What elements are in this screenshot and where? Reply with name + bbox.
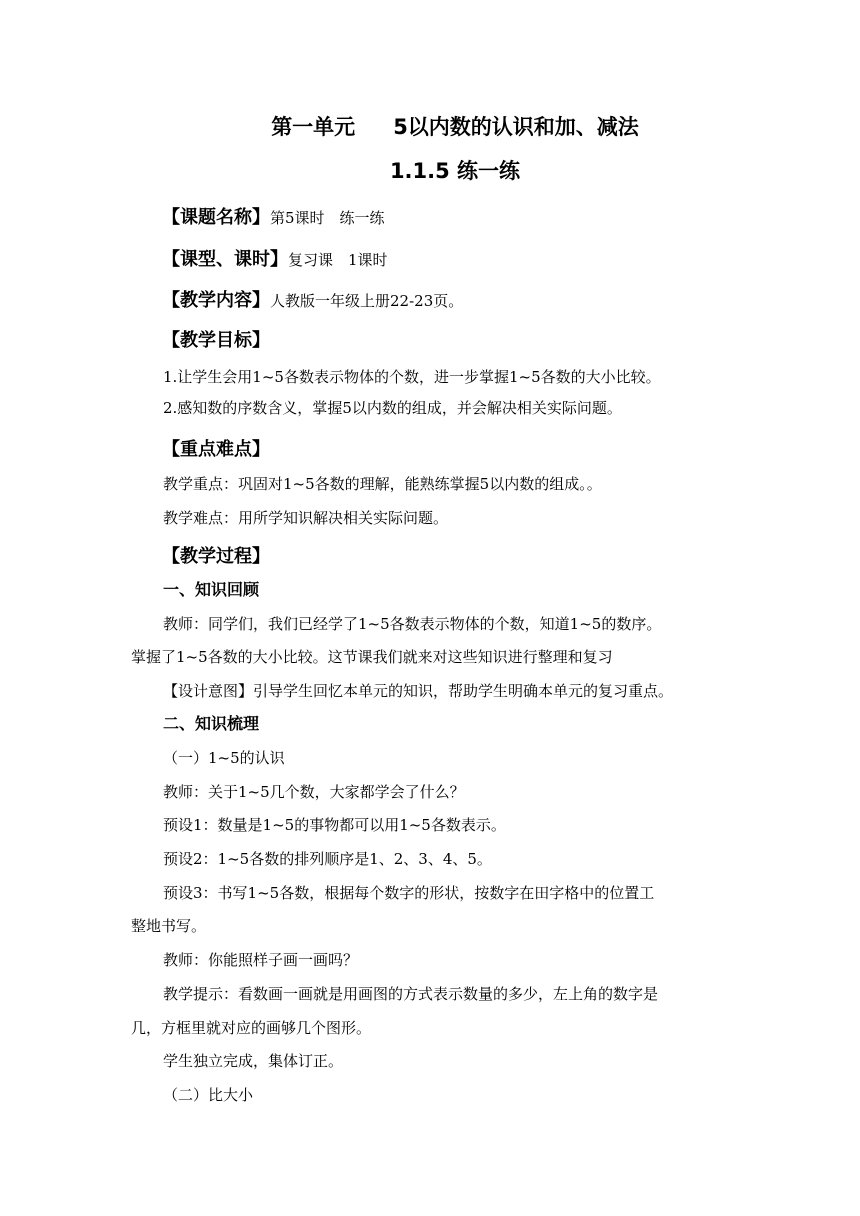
- meta-content: [162, 289, 463, 313]
- paragraph-line: 教师：同学们，我们已经学了1~5各数表示物体的个数，知道1~5的数序。: [163, 615, 662, 633]
- meta-course-type: [162, 248, 388, 272]
- process-heading: 【教学过程】: [162, 546, 270, 567]
- paragraph-line: 预设1：数量是1~5的事物都可以用1~5各数表示。: [163, 816, 506, 834]
- paragraph-line: 预设3：书写1~5各数，根据每个数字的形状，按数字在田字格中的位置工: [163, 884, 655, 902]
- paragraph-line: 学生独立完成，集体订正。: [163, 1052, 344, 1070]
- meta-value: 复习课 1课时: [288, 251, 388, 269]
- objective-item: 1.让学生会用1~5各数表示物体的个数，进一步掌握1~5各数的大小比较。: [163, 368, 661, 386]
- meta-value: 第5课时 练一练: [270, 209, 385, 227]
- difficulty-text: 教学难点：用所学知识解决相关实际问题。: [163, 509, 449, 527]
- meta-value: 人教版一年级上册22-23页。: [270, 292, 464, 310]
- subsection-title: （二）比大小: [163, 1086, 254, 1104]
- unit-label: 第一单元: [271, 115, 356, 139]
- section-title-organize: 二、知识梳理: [163, 714, 260, 733]
- objectives-heading: 【教学目标】: [162, 330, 270, 351]
- section-title-review: 一、知识回顾: [163, 580, 260, 599]
- paragraph-line: 掌握了1~5各数的大小比较。这节课我们就来对这些知识进行整理和复习: [131, 648, 613, 666]
- paragraph-line: 教师：关于1~5几个数，大家都学会了什么？: [163, 783, 465, 801]
- meta-label: 【课型、课时】: [162, 249, 288, 270]
- paragraph-line: 教师：你能照样子画一画吗？: [163, 951, 359, 969]
- meta-course-name: [162, 206, 385, 230]
- lesson-title: 1.1.5 练一练: [389, 159, 521, 183]
- objective-item: 2.感知数的序数含义，掌握5以内数的组成，并会解决相关实际问题。: [163, 399, 622, 417]
- paragraph-line: 教学提示：看数画一画就是用画图的方式表示数量的多少，左上角的数字是: [163, 985, 659, 1003]
- paragraph-line: 几，方框里就对应的画够几个图形。: [131, 1019, 372, 1037]
- unit-title: [25, 112, 860, 142]
- key-points-heading: 【重点难点】: [162, 439, 270, 460]
- paragraph-line: 整地书写。: [131, 917, 207, 935]
- design-intent: 【设计意图】引导学生回忆本单元的知识，帮助学生明确本单元的复习重点。: [163, 682, 674, 700]
- meta-label: 【课题名称】: [162, 207, 270, 228]
- subsection-title: （一）1~5的认识: [163, 749, 285, 767]
- meta-label: 【教学内容】: [162, 290, 270, 311]
- paragraph-line: 预设2：1~5各数的排列顺序是1、2、3、4、5。: [163, 850, 492, 868]
- unit-topic: 5以内数的认识和加、减法: [393, 115, 639, 139]
- key-point-text: 教学重点：巩固对1~5各数的理解，能熟练掌握5以内数的组成。。: [163, 475, 602, 493]
